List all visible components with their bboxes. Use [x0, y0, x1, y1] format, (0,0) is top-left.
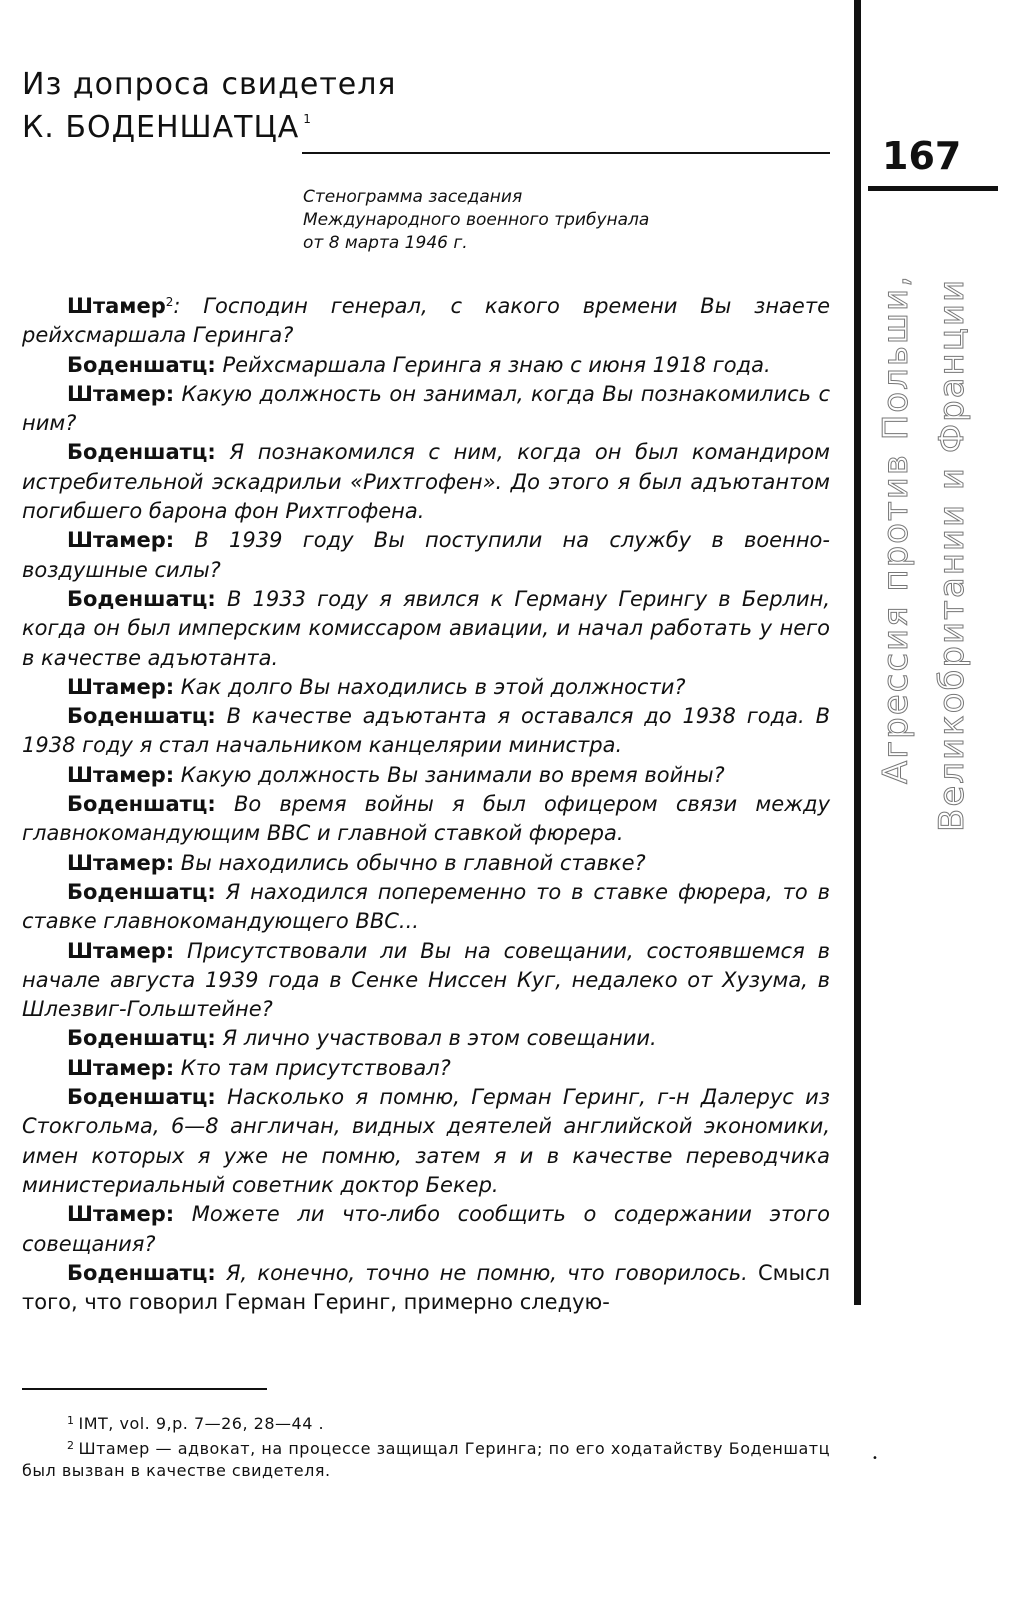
speaker-label: Штамер:	[67, 1202, 175, 1227]
stenogram-note	[303, 186, 649, 255]
dialogue-paragraph	[22, 790, 830, 849]
speaker-label: Штамер	[67, 294, 166, 318]
footnote-text: IMT, vol. 9,p. 7—26, 28—44 .	[78, 1414, 325, 1433]
dialogue-text: Присутствовали ли Вы на совещании, состоявшемся в начале августа 1939 года в Сенке Ниссен Куг, недалеко от Хузума, в Шлезвиг-Гольштейне?	[22, 938, 830, 1022]
dialogue-text: Какую должность он занимал, когда Вы познакомились с ним?	[22, 381, 830, 436]
speaker-label: Боденшатц:	[67, 1260, 216, 1285]
dialogue-paragraph	[22, 351, 830, 380]
dialogue-paragraph	[22, 526, 830, 585]
dialogue-text: Можете ли что-либо сообщить о содержании этого совещания?	[22, 1202, 830, 1256]
dialogue-paragraph	[22, 702, 830, 761]
dialogue-text: Я познакомился с ним, когда он был командиром истребительной эскадрильи «Рихтгофен». До этого я был адъютантом погибшего барона фон Рихтгофена.	[22, 440, 830, 524]
title-name: К. БОДЕНШАТЦА	[22, 110, 300, 145]
dialogue-paragraph	[22, 1083, 830, 1200]
dialogue-paragraph	[22, 937, 830, 1025]
side-title-line-2: Великобритании и Франции	[932, 277, 972, 832]
speaker-label: Штамер:	[67, 1055, 175, 1080]
speaker-separator: :	[173, 294, 181, 318]
speaker-label: Штамер:	[67, 938, 175, 963]
dialogue-text: Я лично участвовал в этом совещании.	[215, 1026, 657, 1051]
dialogue-text: В 1933 году я явился к Герману Герингу в Берлин, когда он был имперским комиссаром авиации, и начал работать у него в качестве адъютанта.	[22, 586, 830, 670]
footnote	[22, 1410, 830, 1435]
dialogue-text-continuation: Смысл того, что говорил Герман Геринг, примерно следую-	[22, 1260, 830, 1315]
dialogue-body	[22, 288, 830, 1317]
dialogue-text: Насколько я помню, Герман Геринг, г-н Далерус из Стокгольма, 6—8 англичан, видных деятелей английской экономики, имен которых я уже не помню, затем я и в качестве переводчика министериальный советник доктор Бекер.	[22, 1085, 830, 1197]
speaker-label: Штамер:	[67, 850, 175, 875]
speaker-label: Штамер:	[67, 674, 175, 699]
footnote-rule	[22, 1388, 267, 1390]
speaker-label: Штамер:	[67, 381, 175, 406]
dialogue-text: Вы находились обычно в главной ставке?	[174, 850, 646, 875]
speaker-label: Боденшатц:	[67, 586, 216, 611]
side-title-line-1: Агрессия против Польши,	[876, 274, 916, 784]
speaker-label: Боденшатц:	[67, 440, 216, 465]
stray-mark: •	[872, 1453, 878, 1464]
title-line-2	[22, 102, 396, 145]
footnote-number: 2	[67, 1439, 75, 1452]
dialogue-text: Во время войны я был офицером связи между главнокомандующим ВВС и главной ставкой фюрера.	[22, 792, 830, 846]
title-line-1: Из допроса свидетеля	[22, 67, 397, 102]
dialogue-paragraph	[22, 1259, 830, 1318]
dialogue-text: Как долго Вы находились в этой должности?	[174, 674, 686, 699]
footnote	[22, 1435, 830, 1482]
footnote-number: 1	[67, 1414, 75, 1427]
speaker-label: Штамер:	[67, 528, 175, 553]
footnote-text: Штамер — адвокат, на процессе защищал Геринга; по его ходатайству Боденшатц был вызван в качестве свидетеля.	[22, 1439, 830, 1480]
dialogue-paragraph	[22, 438, 830, 526]
page-number-rule	[868, 186, 998, 191]
dialogue-paragraph	[22, 1024, 830, 1053]
dialogue-paragraph	[22, 761, 830, 790]
dialogue-text: В качестве адъютанта я оставался до 1938 года. В 1938 году я стал начальником канцелярии министра.	[22, 704, 830, 758]
stenogram-line-2: Международного военного трибунала	[303, 210, 650, 230]
footnote-mark: 2	[165, 295, 174, 309]
document-title	[22, 68, 396, 145]
dialogue-text: Я, конечно, точно не помню, что говорилось.	[215, 1260, 748, 1285]
dialogue-paragraph	[22, 380, 830, 439]
dialogue-paragraph	[22, 585, 830, 673]
speaker-label: Штамер:	[67, 762, 175, 787]
speaker-label: Боденшатц:	[67, 352, 216, 377]
dialogue-text: Я находился попеременно то в ставке фюрера, то в ставке главнокомандующего ВВС...	[22, 879, 830, 934]
dialogue-paragraph	[22, 1054, 830, 1083]
dialogue-text: Кто там присутствовал?	[174, 1055, 451, 1080]
margin-bar	[854, 0, 861, 1305]
stenogram-line-1: Стенограмма заседания	[303, 187, 523, 207]
speaker-label: Боденшатц:	[67, 879, 216, 904]
dialogue-text: Господин генерал, с какого времени Вы знаете рейхсмаршала Геринга?	[22, 294, 830, 348]
dialogue-paragraph	[22, 849, 830, 878]
dialogue-paragraph	[22, 288, 830, 351]
title-footnote-mark: 1	[303, 112, 312, 126]
dialogue-paragraph	[22, 673, 830, 702]
speaker-label: Боденшатц:	[67, 1085, 216, 1110]
footnotes	[22, 1410, 830, 1482]
dialogue-paragraph	[22, 878, 830, 937]
dialogue-text: Рейхсмаршала Геринга я знаю с июня 1918 года.	[215, 352, 771, 377]
dialogue-text: В 1939 году Вы поступили на службу в военно-воздушные силы?	[22, 528, 830, 582]
speaker-label: Боденшатц:	[67, 704, 216, 729]
page-number: 167	[882, 134, 962, 178]
speaker-label: Боденшатц:	[67, 792, 216, 817]
title-rule	[302, 152, 830, 154]
dialogue-paragraph	[22, 1200, 830, 1259]
stenogram-line-3: от 8 марта 1946 г.	[303, 233, 468, 253]
speaker-label: Боденшатц:	[67, 1026, 216, 1051]
dialogue-text: Какую должность Вы занимали во время войны?	[174, 762, 725, 787]
